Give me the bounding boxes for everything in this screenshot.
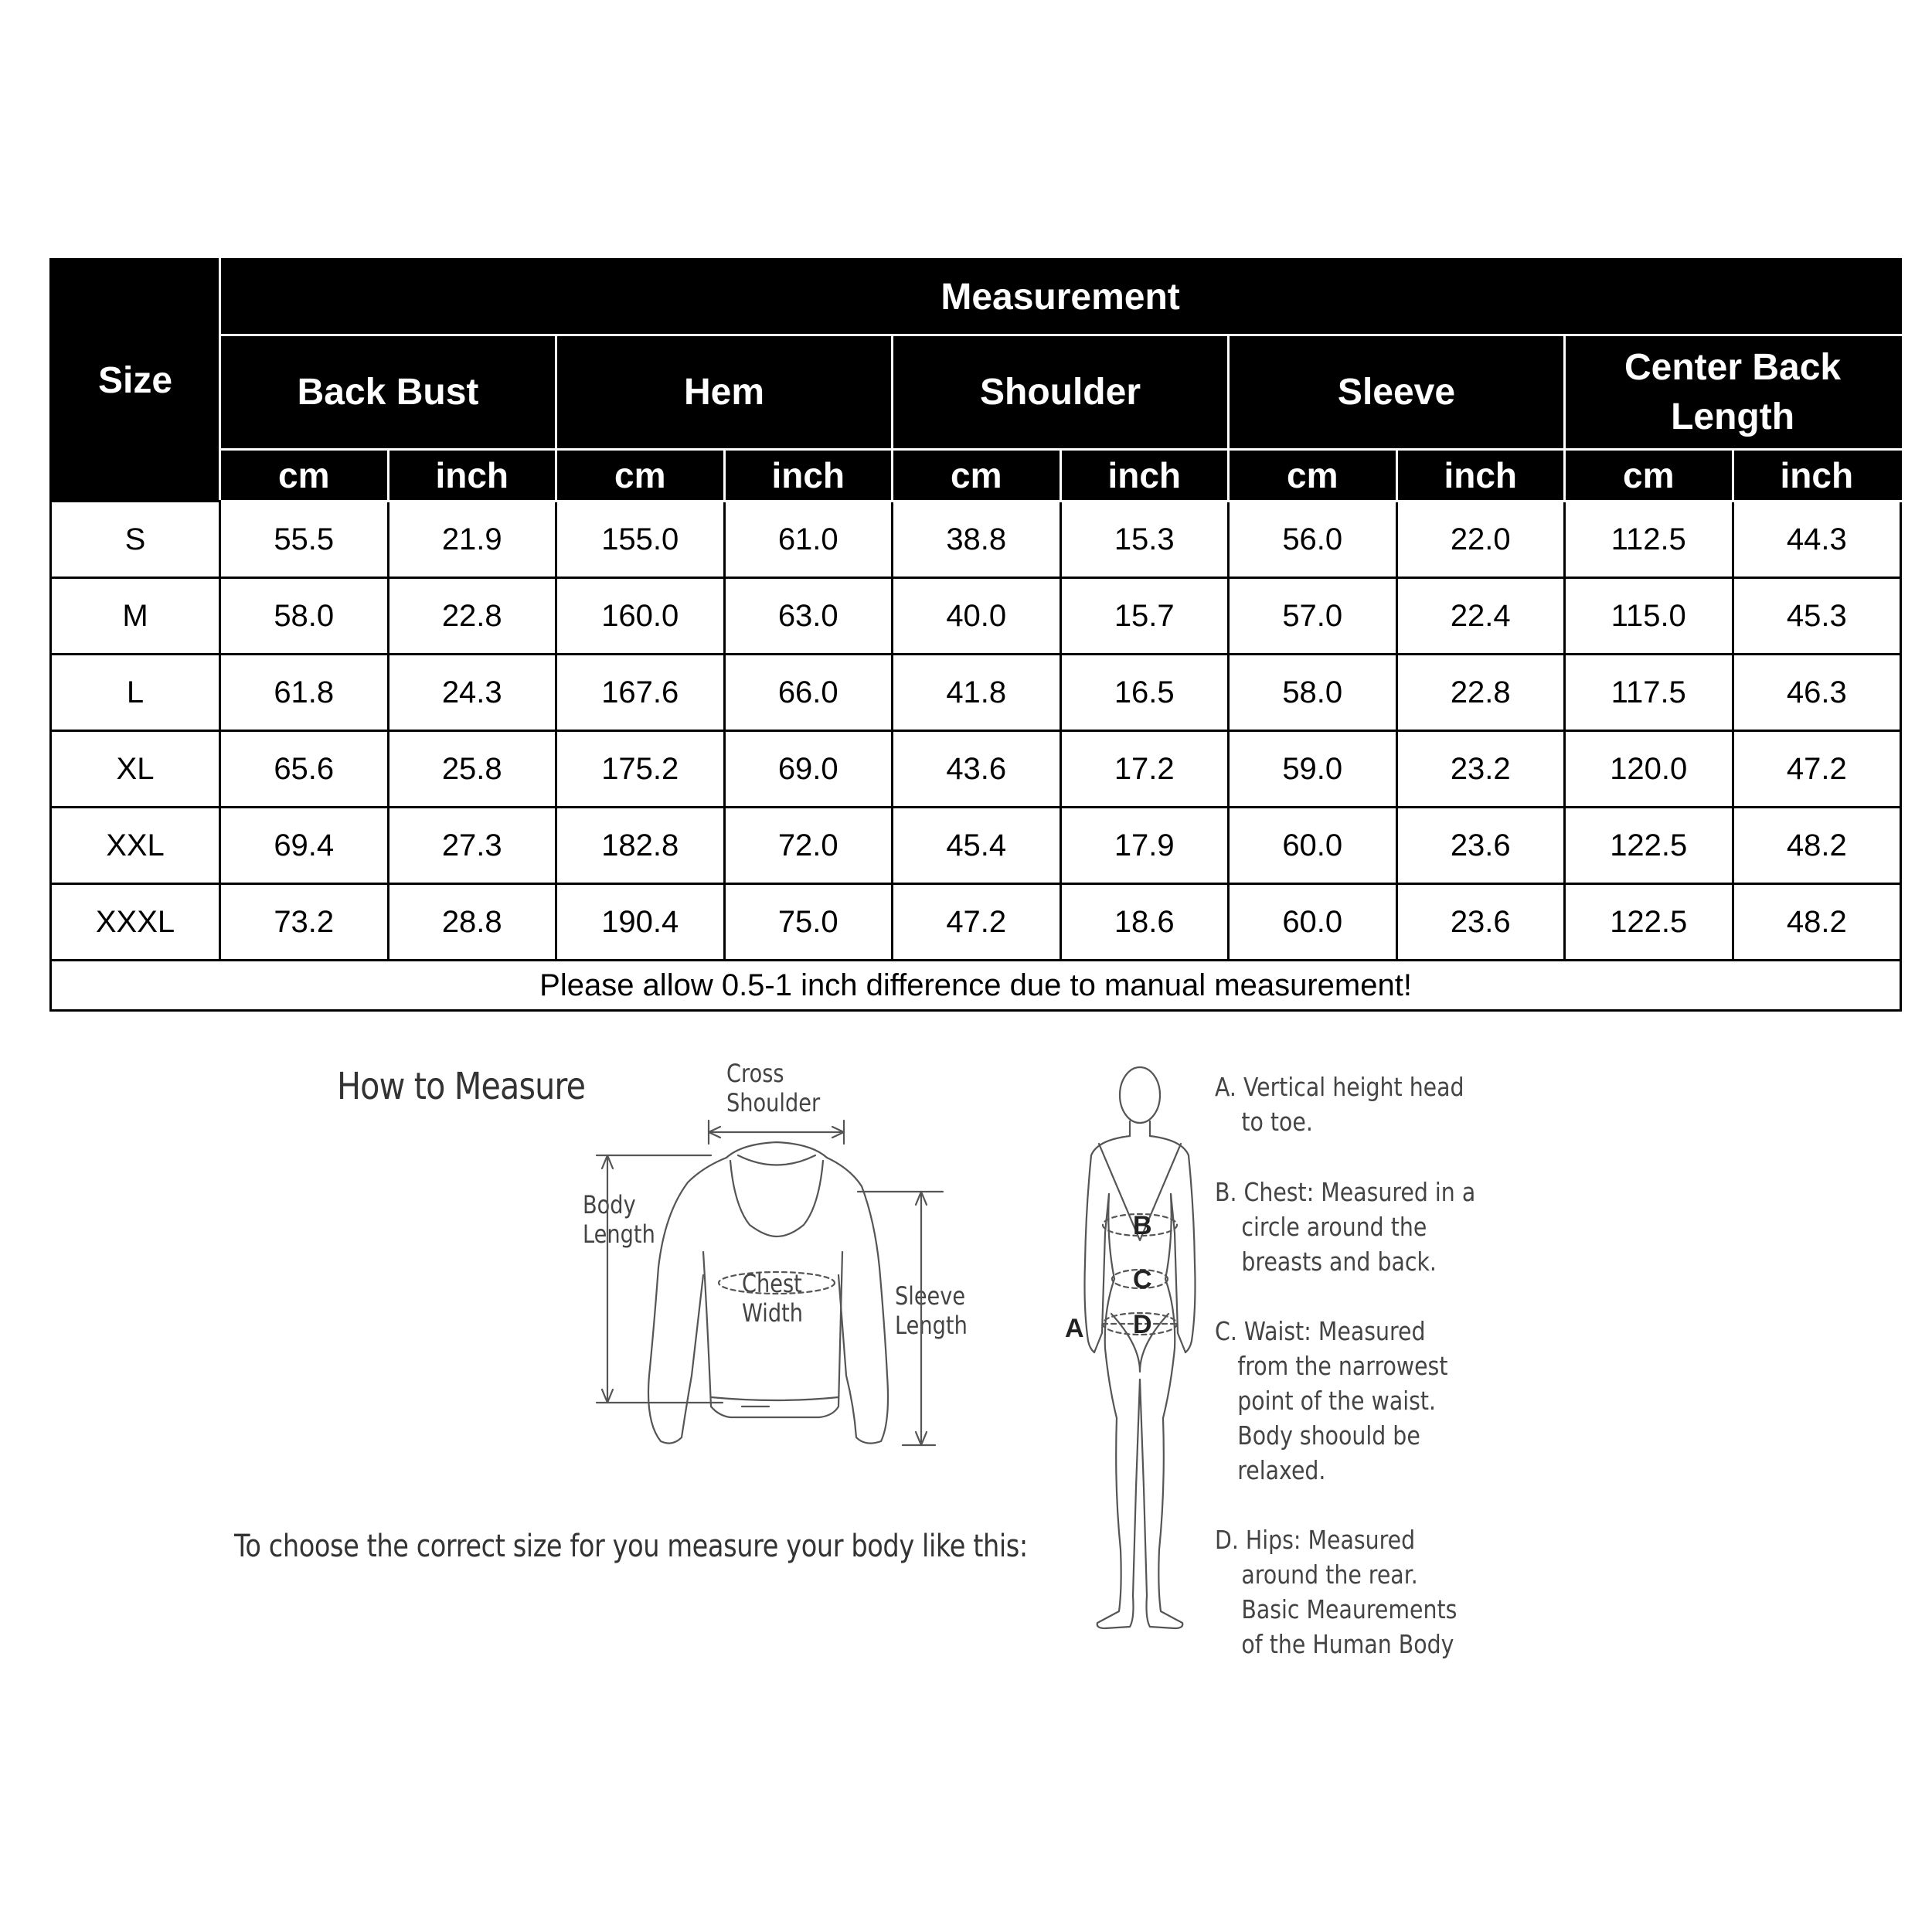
value-cell: 175.2 <box>556 731 725 808</box>
value-cell: 72.0 <box>724 808 893 884</box>
value-cell: 190.4 <box>556 884 725 961</box>
value-cell: 63.0 <box>724 578 893 655</box>
value-cell: 73.2 <box>220 884 389 961</box>
size-cell: L <box>51 655 220 731</box>
value-cell: 58.0 <box>220 578 389 655</box>
value-cell: 66.0 <box>724 655 893 731</box>
column-group-header: Center Back Length <box>1565 335 1901 450</box>
value-cell: 59.0 <box>1229 731 1397 808</box>
value-cell: 182.8 <box>556 808 725 884</box>
unit-header: cm <box>1229 450 1397 502</box>
size-cell: S <box>51 502 220 578</box>
value-cell: 28.8 <box>388 884 556 961</box>
description-b: B. Chest: Measured in a circle around the breasts and back. <box>1215 1177 1476 1277</box>
size-chart-table <box>49 258 1902 1012</box>
value-cell: 23.6 <box>1396 808 1565 884</box>
value-cell: 56.0 <box>1229 502 1397 578</box>
body-letter-c: C <box>1133 1265 1152 1294</box>
value-cell: 41.8 <box>893 655 1061 731</box>
unit-header: cm <box>893 450 1061 502</box>
value-cell: 22.0 <box>1396 502 1565 578</box>
body-length-label: Body Length <box>583 1190 655 1249</box>
value-cell: 25.8 <box>388 731 556 808</box>
unit-header: inch <box>1060 450 1229 502</box>
value-cell: 160.0 <box>556 578 725 655</box>
value-cell: 61.0 <box>724 502 893 578</box>
unit-header: cm <box>220 450 389 502</box>
sleeve-length-label: Sleeve Length <box>895 1281 968 1340</box>
value-cell: 55.5 <box>220 502 389 578</box>
value-cell: 117.5 <box>1565 655 1733 731</box>
value-cell: 18.6 <box>1060 884 1229 961</box>
value-cell: 48.2 <box>1733 808 1901 884</box>
value-cell: 43.6 <box>893 731 1061 808</box>
value-cell: 60.0 <box>1229 884 1397 961</box>
description-a: A. Vertical height head to toe. <box>1215 1072 1464 1137</box>
column-group-header: Hem <box>556 335 893 450</box>
value-cell: 23.6 <box>1396 884 1565 961</box>
measurement-header: Measurement <box>220 260 1901 335</box>
unit-header: cm <box>556 450 725 502</box>
value-cell: 27.3 <box>388 808 556 884</box>
value-cell: 47.2 <box>1733 731 1901 808</box>
garment-illustration <box>587 1097 989 1468</box>
value-cell: 69.0 <box>724 731 893 808</box>
value-cell: 115.0 <box>1565 578 1733 655</box>
how-to-measure-title: How to Measure <box>337 1065 586 1108</box>
size-column-header: Size <box>51 260 220 502</box>
table-row <box>51 884 1901 961</box>
table-row <box>51 502 1901 578</box>
table-row <box>51 731 1901 808</box>
body-letter-a: A <box>1065 1314 1084 1343</box>
value-cell: 75.0 <box>724 884 893 961</box>
size-cell: M <box>51 578 220 655</box>
value-cell: 60.0 <box>1229 808 1397 884</box>
unit-header: inch <box>1733 450 1901 502</box>
value-cell: 16.5 <box>1060 655 1229 731</box>
table-row <box>51 578 1901 655</box>
size-cell: XL <box>51 731 220 808</box>
value-cell: 45.4 <box>893 808 1061 884</box>
value-cell: 155.0 <box>556 502 725 578</box>
value-cell: 122.5 <box>1565 884 1733 961</box>
value-cell: 22.8 <box>388 578 556 655</box>
value-cell: 38.8 <box>893 502 1061 578</box>
cross-shoulder-label: Cross Shoulder <box>726 1059 821 1117</box>
unit-header: inch <box>724 450 893 502</box>
value-cell: 46.3 <box>1733 655 1901 731</box>
value-cell: 47.2 <box>893 884 1061 961</box>
description-d: D. Hips: Measured around the rear. Basic Meaurements of the Human Body <box>1215 1525 1458 1659</box>
table-row <box>51 808 1901 884</box>
value-cell: 69.4 <box>220 808 389 884</box>
body-letter-d: D <box>1133 1310 1152 1339</box>
value-cell: 48.2 <box>1733 884 1901 961</box>
value-cell: 40.0 <box>893 578 1061 655</box>
value-cell: 15.7 <box>1060 578 1229 655</box>
table-row <box>51 655 1901 731</box>
description-c: C. Waist: Measured from the narrowest point of the waist. Body shoould be relaxed. <box>1215 1316 1448 1485</box>
value-cell: 45.3 <box>1733 578 1901 655</box>
value-cell: 57.0 <box>1229 578 1397 655</box>
unit-header: cm <box>1565 450 1733 502</box>
unit-header: inch <box>1396 450 1565 502</box>
column-group-header: Sleeve <box>1229 335 1565 450</box>
value-cell: 15.3 <box>1060 502 1229 578</box>
column-group-header: Back Bust <box>220 335 556 450</box>
value-cell: 58.0 <box>1229 655 1397 731</box>
column-group-header: Shoulder <box>893 335 1229 450</box>
value-cell: 44.3 <box>1733 502 1901 578</box>
value-cell: 120.0 <box>1565 731 1733 808</box>
value-cell: 112.5 <box>1565 502 1733 578</box>
value-cell: 122.5 <box>1565 808 1733 884</box>
size-cell: XXL <box>51 808 220 884</box>
value-cell: 61.8 <box>220 655 389 731</box>
note-row <box>51 961 1901 1011</box>
chest-width-label: Chest Width <box>742 1269 804 1328</box>
value-cell: 23.2 <box>1396 731 1565 808</box>
size-cell: XXXL <box>51 884 220 961</box>
value-cell: 22.8 <box>1396 655 1565 731</box>
measurement-note: Please allow 0.5-1 inch difference due to manual measurement! <box>51 961 1901 1011</box>
body-figure-illustration <box>1066 1055 1213 1642</box>
value-cell: 17.2 <box>1060 731 1229 808</box>
unit-header: inch <box>388 450 556 502</box>
measure-instruction: To choose the correct size for you measure your body like this: <box>234 1529 1028 1564</box>
value-cell: 17.9 <box>1060 808 1229 884</box>
value-cell: 21.9 <box>388 502 556 578</box>
value-cell: 167.6 <box>556 655 725 731</box>
body-letter-b: B <box>1133 1211 1152 1240</box>
value-cell: 24.3 <box>388 655 556 731</box>
value-cell: 22.4 <box>1396 578 1565 655</box>
value-cell: 65.6 <box>220 731 389 808</box>
